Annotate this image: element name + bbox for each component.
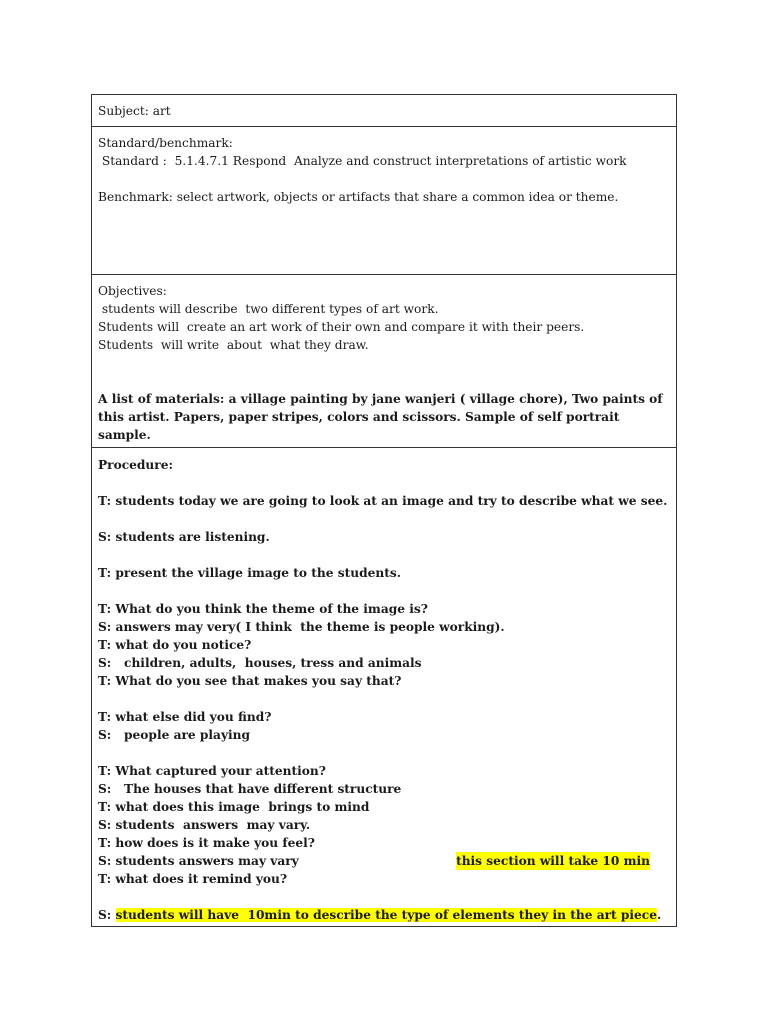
standard-line: Standard : 5.1.4.7.1 Respond Analyze and construct interpretations of artistic work [98, 154, 627, 168]
procedure-line: S: students answers may vary [98, 854, 299, 868]
final-prefix: S: [98, 908, 116, 922]
lesson-plan-table [91, 94, 677, 927]
materials-list: A list of materials: a village painting by jane wanjeri ( village chore), Two paints of this artist. Papers, paper stripes, colors and scissors. Sample of self portrait sample. [98, 392, 663, 442]
spacer [98, 582, 670, 600]
benchmark-line: Benchmark: select artwork, objects or artifacts that share a common idea or theme. [98, 190, 619, 204]
standard-cell [92, 127, 676, 275]
spacer [98, 546, 670, 564]
procedure-line: T: What captured your attention? [98, 764, 326, 778]
spacer [98, 474, 670, 492]
spacer [98, 744, 670, 762]
procedure-line: S: answers may very( I think the theme is people working). [98, 620, 505, 634]
procedure-cell [92, 448, 676, 926]
spacer [98, 690, 670, 708]
final-highlight: students will have 10min to describe the type of elements they in the art piece [115, 908, 657, 922]
spacer [98, 888, 670, 906]
procedure-line: T: what does this image brings to mind [98, 800, 370, 814]
procedure-line: T: students today we are going to look at an image and try to describe what we see. [98, 494, 668, 508]
procedure-line: T: how does is it make you feel? [98, 836, 315, 850]
procedure-line: S: students answers may vary. [98, 818, 311, 832]
spacer [98, 170, 670, 188]
procedure-line: S: children, adults, houses, tress and animals [98, 656, 422, 670]
objective-item: students will describe two different types of art work. [98, 302, 439, 316]
procedure-line: T: present the village image to the students. [98, 566, 401, 580]
procedure-line-with-note [98, 852, 670, 870]
subject-text: Subject: art [98, 104, 171, 118]
spacer [98, 354, 670, 372]
subject-cell [92, 95, 676, 127]
spacer [98, 372, 670, 390]
procedure-line: T: What do you think the theme of the image is? [98, 602, 428, 616]
procedure-heading: Procedure: [98, 458, 173, 472]
procedure-line: T: What do you see that makes you say that? [98, 674, 402, 688]
procedure-line: T: what does it remind you? [98, 872, 288, 886]
procedure-line: T: what do you notice? [98, 638, 252, 652]
spacer [98, 510, 670, 528]
objectives-cell [92, 275, 676, 448]
objective-item: Students will write about what they draw. [98, 338, 369, 352]
final-suffix: . [656, 908, 662, 922]
standard-heading: Standard/benchmark: [98, 136, 233, 150]
objectives-heading: Objectives: [98, 284, 167, 298]
procedure-final-line [98, 906, 670, 924]
objective-item: Students will create an art work of their own and compare it with their peers. [98, 320, 585, 334]
procedure-line: S: people are playing [98, 728, 251, 742]
procedure-line: T: what else did you find? [98, 710, 272, 724]
time-note-highlight: this section will take 10 min [456, 854, 650, 868]
procedure-line: S: students are listening. [98, 530, 270, 544]
procedure-line: S: The houses that have different structure [98, 782, 402, 796]
